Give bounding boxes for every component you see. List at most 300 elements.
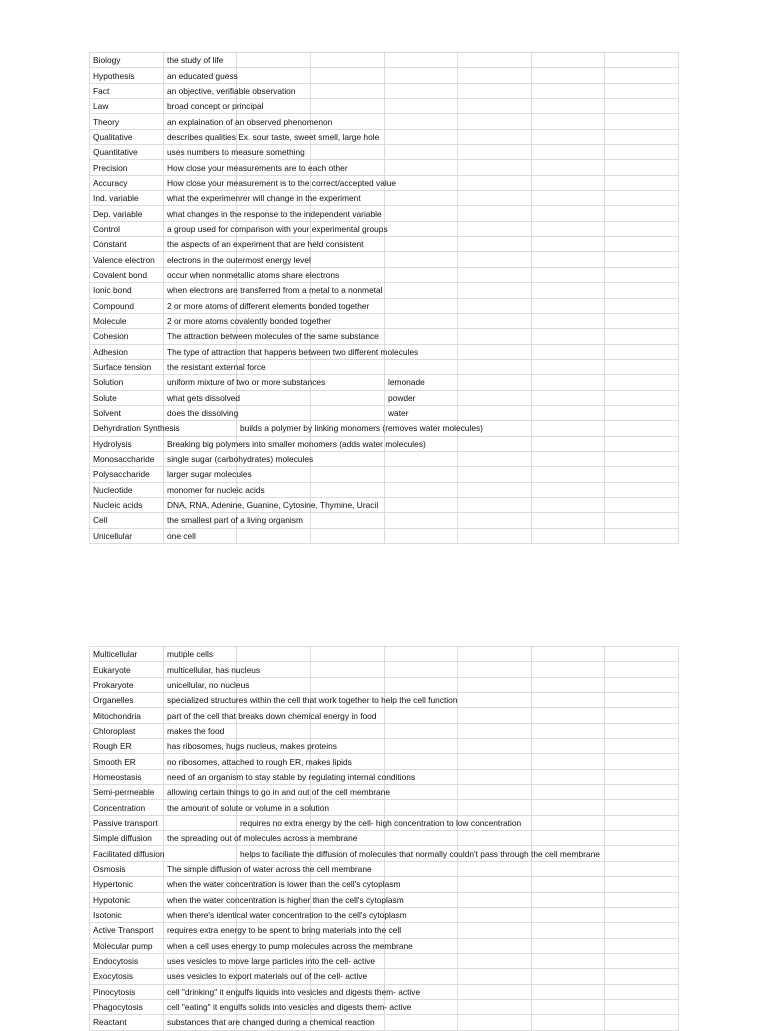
empty-cell <box>532 877 605 892</box>
empty-cell <box>311 513 385 528</box>
term-cell: Compound <box>90 298 164 313</box>
empty-cell <box>605 815 679 830</box>
empty-cell <box>532 206 605 221</box>
empty-cell <box>385 754 458 769</box>
definition-cell: The type of attraction that happens between two different molecules <box>164 344 237 359</box>
empty-cell <box>532 405 605 420</box>
definition-cell: monomer for nucleic acids <box>164 482 237 497</box>
term-cell: Concentration <box>90 800 164 815</box>
table-row <box>90 846 679 861</box>
empty-cell <box>532 237 605 252</box>
definition-cell: no ribosomes, attached to rough ER, makes lipids <box>164 754 237 769</box>
empty-cell <box>605 846 679 861</box>
term-cell: Quantitative <box>90 145 164 160</box>
empty-cell <box>532 252 605 267</box>
empty-cell <box>385 68 458 83</box>
empty-cell <box>458 313 532 328</box>
empty-cell <box>605 53 679 68</box>
term-cell: Solution <box>90 375 164 390</box>
empty-cell <box>458 969 532 984</box>
empty-cell <box>311 252 385 267</box>
table-row <box>90 892 679 907</box>
empty-cell <box>532 708 605 723</box>
empty-cell <box>532 497 605 512</box>
table-row <box>90 206 679 221</box>
empty-cell <box>605 482 679 497</box>
vocab-sheet-2 <box>89 646 678 1031</box>
empty-cell <box>532 313 605 328</box>
empty-cell <box>532 723 605 738</box>
sheet-2-rows <box>90 647 679 1031</box>
empty-cell <box>311 677 385 692</box>
empty-cell <box>385 451 458 466</box>
empty-cell <box>605 938 679 953</box>
empty-cell <box>532 359 605 374</box>
term-cell: Solute <box>90 390 164 405</box>
empty-cell <box>458 160 532 175</box>
empty-cell <box>458 708 532 723</box>
definition-cell: requires no extra energy by the cell- high concentration to low concentration <box>237 815 311 830</box>
empty-cell <box>605 451 679 466</box>
term-cell: Dehyrdration Synthesis <box>90 421 164 436</box>
definition-cell: single sugar (carbohydrates) molecules <box>164 451 237 466</box>
empty-cell <box>458 329 532 344</box>
term-cell: Ionic bond <box>90 283 164 298</box>
empty-cell <box>311 405 385 420</box>
term-cell: Prokaryote <box>90 677 164 692</box>
definition-cell: an educated guess <box>164 68 237 83</box>
table-row <box>90 99 679 114</box>
table-row <box>90 923 679 938</box>
term-cell: Theory <box>90 114 164 129</box>
definition-cell: the amount of solute or volume in a solution <box>164 800 237 815</box>
empty-cell <box>385 206 458 221</box>
empty-cell <box>385 298 458 313</box>
empty-cell <box>532 984 605 999</box>
empty-cell <box>385 129 458 144</box>
empty-cell <box>458 267 532 282</box>
empty-cell <box>458 497 532 512</box>
empty-cell <box>311 359 385 374</box>
empty-cell <box>458 831 532 846</box>
definition-cell: need of an organism to stay stable by regulating internal conditions <box>164 769 237 784</box>
empty-cell <box>385 497 458 512</box>
empty-cell <box>385 99 458 114</box>
empty-cell <box>532 800 605 815</box>
empty-cell <box>458 938 532 953</box>
term-cell: Law <box>90 99 164 114</box>
empty-cell <box>237 390 311 405</box>
term-cell: Pinocytosis <box>90 984 164 999</box>
empty-cell <box>164 846 237 861</box>
empty-cell <box>532 785 605 800</box>
table-row <box>90 677 679 692</box>
empty-cell <box>385 953 458 968</box>
empty-cell <box>605 647 679 662</box>
empty-cell <box>458 513 532 528</box>
empty-cell <box>311 451 385 466</box>
empty-cell <box>311 145 385 160</box>
table-row <box>90 359 679 374</box>
empty-cell <box>164 815 237 830</box>
empty-cell <box>605 252 679 267</box>
empty-cell <box>532 329 605 344</box>
term-cell: Nucleotide <box>90 482 164 497</box>
empty-cell <box>532 99 605 114</box>
definition-cell: the spreading out of molecules across a membrane <box>164 831 237 846</box>
empty-cell <box>532 513 605 528</box>
definition-cell: uses vesicles to move large particles into the cell- active <box>164 953 237 968</box>
example-cell: water <box>385 405 458 420</box>
term-cell: Passive transport <box>90 815 164 830</box>
table-row <box>90 175 679 190</box>
definition-cell: Breaking big polymers into smaller monomers (adds water molecules) <box>164 436 237 451</box>
term-cell: Hydrolysis <box>90 436 164 451</box>
empty-cell <box>385 313 458 328</box>
table-row <box>90 739 679 754</box>
empty-cell <box>311 647 385 662</box>
table-row <box>90 344 679 359</box>
empty-cell <box>458 237 532 252</box>
term-cell: Valence electron <box>90 252 164 267</box>
empty-cell <box>385 785 458 800</box>
empty-cell <box>385 861 458 876</box>
term-cell: Organelles <box>90 693 164 708</box>
table-row <box>90 237 679 252</box>
term-cell: Nucleic acids <box>90 497 164 512</box>
empty-cell <box>532 114 605 129</box>
empty-cell <box>605 497 679 512</box>
definition-cell: broad concept or principal <box>164 99 237 114</box>
empty-cell <box>605 83 679 98</box>
empty-cell <box>458 467 532 482</box>
empty-cell <box>532 693 605 708</box>
empty-cell <box>532 68 605 83</box>
empty-cell <box>605 739 679 754</box>
empty-cell <box>385 513 458 528</box>
table-row <box>90 815 679 830</box>
definition-cell: uses numbers to measure something <box>164 145 237 160</box>
term-cell: Biology <box>90 53 164 68</box>
definition-cell: a group used for comparison with your experimental groups <box>164 221 237 236</box>
term-cell: Covalent bond <box>90 267 164 282</box>
empty-cell <box>385 359 458 374</box>
empty-cell <box>605 99 679 114</box>
sheet-1-rows <box>90 53 679 544</box>
term-cell: Polysaccharide <box>90 467 164 482</box>
empty-cell <box>458 861 532 876</box>
empty-cell <box>311 662 385 677</box>
empty-cell <box>532 390 605 405</box>
empty-cell <box>458 723 532 738</box>
definition-cell: the resistant external force <box>164 359 237 374</box>
table-row <box>90 114 679 129</box>
empty-cell <box>605 513 679 528</box>
empty-cell <box>605 769 679 784</box>
empty-cell <box>458 754 532 769</box>
definition-cell: unicellular, no nucleus <box>164 677 237 692</box>
empty-cell <box>605 831 679 846</box>
definition-cell: when electrons are transferred from a metal to a nonmetal <box>164 283 237 298</box>
empty-cell <box>458 298 532 313</box>
example-cell: lemonade <box>385 375 458 390</box>
empty-cell <box>532 831 605 846</box>
definition-cell: does the dissolving <box>164 405 237 420</box>
empty-cell <box>532 83 605 98</box>
empty-cell <box>532 754 605 769</box>
empty-cell <box>458 892 532 907</box>
definition-cell: makes the food <box>164 723 237 738</box>
table-row <box>90 129 679 144</box>
term-cell: Facilitated diffusion <box>90 846 164 861</box>
definition-cell: what changes in the response to the independent variable <box>164 206 237 221</box>
empty-cell <box>458 390 532 405</box>
table-row <box>90 938 679 953</box>
definition-cell: has ribosomes, hugs nucleus, makes proteins <box>164 739 237 754</box>
empty-cell <box>605 221 679 236</box>
term-cell: Eukaryote <box>90 662 164 677</box>
empty-cell <box>605 662 679 677</box>
term-cell: Reactant <box>90 1015 164 1030</box>
definition-cell: describes qualities Ex. sour taste, sweet smell, large hole <box>164 129 237 144</box>
definition-cell: what the experimenrer will change in the experiment <box>164 191 237 206</box>
term-cell: Osmosis <box>90 861 164 876</box>
definition-cell: builds a polymer by linking monomers (removes water molecules) <box>237 421 311 436</box>
definition-cell: what gets dissolved <box>164 390 237 405</box>
empty-cell <box>605 344 679 359</box>
table-row <box>90 831 679 846</box>
table-row <box>90 375 679 390</box>
empty-cell <box>458 191 532 206</box>
term-cell: Mitochondria <box>90 708 164 723</box>
definition-cell: allowing certain things to go in and out of the cell membrane <box>164 785 237 800</box>
empty-cell <box>532 221 605 236</box>
term-cell: Ind. variable <box>90 191 164 206</box>
empty-cell <box>458 175 532 190</box>
example-cell: powder <box>385 390 458 405</box>
empty-cell <box>532 677 605 692</box>
empty-cell <box>458 984 532 999</box>
empty-cell <box>237 405 311 420</box>
term-cell: Semi-permeable <box>90 785 164 800</box>
empty-cell <box>385 283 458 298</box>
table-row <box>90 421 679 436</box>
empty-cell <box>605 329 679 344</box>
empty-cell <box>605 390 679 405</box>
definition-cell: cell "drinking" it engulfs liquids into vesicles and digests them- active <box>164 984 237 999</box>
empty-cell <box>385 482 458 497</box>
empty-cell <box>385 528 458 543</box>
empty-cell <box>385 708 458 723</box>
empty-cell <box>237 647 311 662</box>
empty-cell <box>532 129 605 144</box>
term-cell: Solvent <box>90 405 164 420</box>
empty-cell <box>458 907 532 922</box>
empty-cell <box>458 877 532 892</box>
table-row <box>90 482 679 497</box>
empty-cell <box>237 528 311 543</box>
empty-cell <box>605 861 679 876</box>
empty-cell <box>605 467 679 482</box>
term-cell: Endocytosis <box>90 953 164 968</box>
table-row <box>90 723 679 738</box>
empty-cell <box>458 83 532 98</box>
table-row <box>90 145 679 160</box>
empty-cell <box>532 739 605 754</box>
empty-cell <box>605 800 679 815</box>
empty-cell <box>385 831 458 846</box>
empty-cell <box>458 647 532 662</box>
table-row <box>90 283 679 298</box>
table-row <box>90 907 679 922</box>
definition-cell: electrons in the outermost energy level <box>164 252 237 267</box>
term-cell: Chloroplast <box>90 723 164 738</box>
empty-cell <box>532 1015 605 1030</box>
empty-cell <box>605 237 679 252</box>
table-row <box>90 53 679 68</box>
table-row <box>90 267 679 282</box>
empty-cell <box>532 267 605 282</box>
term-cell: Constant <box>90 237 164 252</box>
empty-cell <box>532 344 605 359</box>
empty-cell <box>458 283 532 298</box>
empty-cell <box>458 436 532 451</box>
definition-cell: mutiple cells <box>164 647 237 662</box>
empty-cell <box>458 482 532 497</box>
empty-cell <box>458 923 532 938</box>
empty-cell <box>458 800 532 815</box>
table-row <box>90 252 679 267</box>
table-row <box>90 861 679 876</box>
empty-cell <box>458 739 532 754</box>
table-row <box>90 800 679 815</box>
empty-cell <box>605 283 679 298</box>
empty-cell <box>605 175 679 190</box>
table-row <box>90 999 679 1014</box>
definition-cell: an explaination of an observed phenomenon <box>164 114 237 129</box>
empty-cell <box>385 677 458 692</box>
empty-cell <box>532 175 605 190</box>
empty-cell <box>605 313 679 328</box>
table-row <box>90 984 679 999</box>
empty-cell <box>532 861 605 876</box>
table-row <box>90 708 679 723</box>
empty-cell <box>605 267 679 282</box>
empty-cell <box>458 999 532 1014</box>
empty-cell <box>385 83 458 98</box>
table-row <box>90 785 679 800</box>
empty-cell <box>385 800 458 815</box>
definition-cell: cell "eating" it engulfs solids into vesicles and digests them- active <box>164 999 237 1014</box>
table-row <box>90 329 679 344</box>
empty-cell <box>458 344 532 359</box>
table-row <box>90 953 679 968</box>
definition-cell: the study of life <box>164 53 237 68</box>
definition-cell: occur when nonmetallic atoms share electrons <box>164 267 237 282</box>
empty-cell <box>385 191 458 206</box>
empty-cell <box>605 298 679 313</box>
definition-cell: when the water concentration is higher than the cell's cytoplasm <box>164 892 237 907</box>
empty-cell <box>532 647 605 662</box>
empty-cell <box>385 329 458 344</box>
empty-cell <box>458 405 532 420</box>
table-row <box>90 313 679 328</box>
empty-cell <box>532 923 605 938</box>
empty-cell <box>532 375 605 390</box>
empty-cell <box>605 999 679 1014</box>
empty-cell <box>458 693 532 708</box>
definition-cell: How close your measurements are to each other <box>164 160 237 175</box>
empty-cell <box>605 375 679 390</box>
term-cell: Hypertonic <box>90 877 164 892</box>
term-cell: Qualitative <box>90 129 164 144</box>
term-cell: Cohesion <box>90 329 164 344</box>
term-cell: Phagocytosis <box>90 999 164 1014</box>
empty-cell <box>311 723 385 738</box>
term-cell: Accuracy <box>90 175 164 190</box>
term-cell: Unicellular <box>90 528 164 543</box>
table-row <box>90 647 679 662</box>
definition-cell: How close your measurement is to the correct/accepted value <box>164 175 237 190</box>
empty-cell <box>458 785 532 800</box>
empty-cell <box>385 467 458 482</box>
empty-cell <box>532 482 605 497</box>
definition-cell: specialized structures within the cell that work together to help the cell function <box>164 693 237 708</box>
empty-cell <box>605 68 679 83</box>
empty-cell <box>458 451 532 466</box>
empty-cell <box>605 723 679 738</box>
empty-cell <box>385 145 458 160</box>
empty-cell <box>385 662 458 677</box>
table-row <box>90 693 679 708</box>
empty-cell <box>458 114 532 129</box>
empty-cell <box>458 53 532 68</box>
empty-cell <box>385 723 458 738</box>
term-cell: Multicellular <box>90 647 164 662</box>
empty-cell <box>532 907 605 922</box>
empty-cell <box>458 252 532 267</box>
empty-cell <box>311 68 385 83</box>
empty-cell <box>605 145 679 160</box>
empty-cell <box>605 129 679 144</box>
empty-cell <box>458 375 532 390</box>
table-row <box>90 191 679 206</box>
empty-cell <box>605 528 679 543</box>
definition-cell: The simple diffusion of water across the cell membrane <box>164 861 237 876</box>
empty-cell <box>458 1015 532 1030</box>
empty-cell <box>458 662 532 677</box>
empty-cell <box>458 953 532 968</box>
empty-cell <box>311 390 385 405</box>
term-cell: Adhesion <box>90 344 164 359</box>
empty-cell <box>605 953 679 968</box>
definition-cell: part of the cell that breaks down chemical energy in food <box>164 708 237 723</box>
empty-cell <box>311 482 385 497</box>
term-cell: Fact <box>90 83 164 98</box>
table-row <box>90 390 679 405</box>
table-row <box>90 68 679 83</box>
empty-cell <box>605 708 679 723</box>
empty-cell <box>385 969 458 984</box>
table-row <box>90 83 679 98</box>
empty-cell <box>605 405 679 420</box>
table-row <box>90 160 679 175</box>
term-cell: Isotonic <box>90 907 164 922</box>
empty-cell <box>605 785 679 800</box>
definition-cell: the aspects of an experiment that are held consistent <box>164 237 237 252</box>
table-row <box>90 298 679 313</box>
empty-cell <box>605 877 679 892</box>
